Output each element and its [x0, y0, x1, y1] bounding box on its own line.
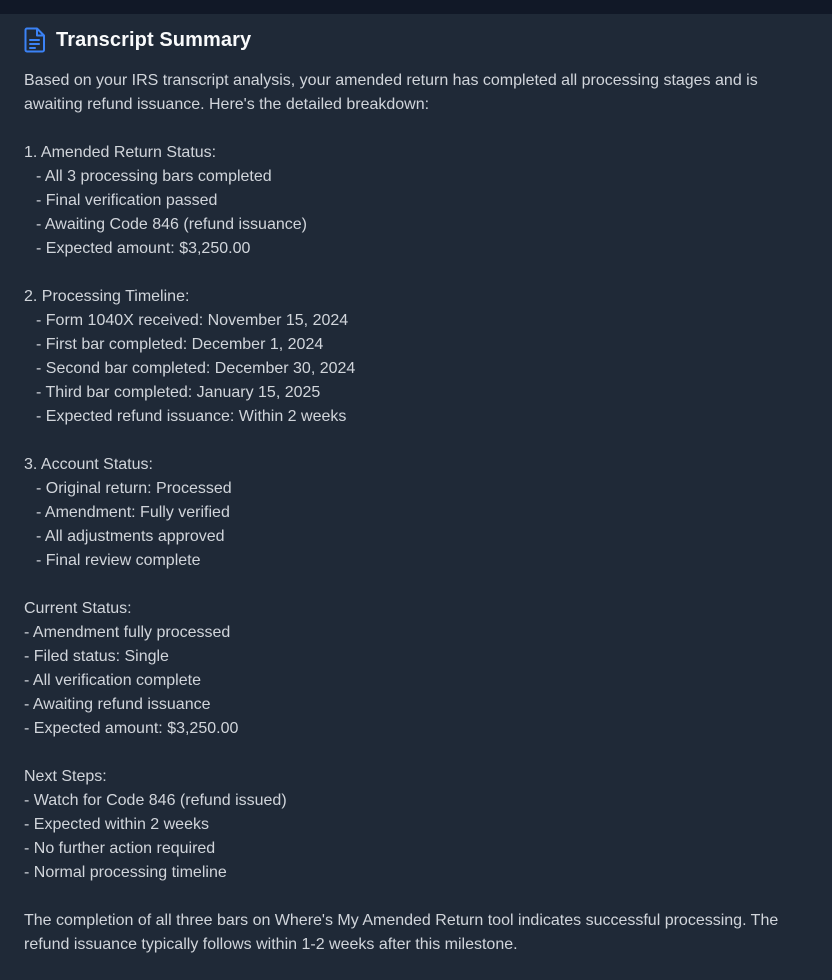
list-item: - Watch for Code 846 (refund issued)	[24, 792, 287, 809]
list-item: - First bar completed: December 1, 2024	[36, 336, 324, 353]
list-item: - All adjustments approved	[36, 528, 225, 545]
list-item: - All 3 processing bars completed	[36, 168, 272, 185]
conclusion-text: The completion of all three bars on Where's My Amended Return tool indicates successful processing. The refund issuance typically follows within 1-2 weeks after this milestone.	[24, 912, 779, 953]
summary-content	[24, 69, 814, 957]
list-item: - Normal processing timeline	[24, 864, 227, 881]
section-heading: Next Steps:	[24, 768, 107, 785]
list-item: - Amendment fully processed	[24, 624, 231, 641]
list-item: - Third bar completed: January 15, 2025	[36, 384, 321, 401]
section-next-steps	[24, 765, 814, 885]
intro-text: Based on your IRS transcript analysis, your amended return has completed all processing stages and is awaiting refund issuance. Here's the detailed breakdown:	[24, 72, 758, 113]
section-heading: 1. Amended Return Status:	[24, 144, 217, 161]
section-heading: Current Status:	[24, 600, 132, 617]
list-item: - Expected within 2 weeks	[24, 816, 209, 833]
list-item: - Expected amount: $3,250.00	[24, 720, 239, 737]
transcript-summary-card	[0, 14, 832, 980]
list-item: - Final verification passed	[36, 192, 218, 209]
list-item: - Amendment: Fully verified	[36, 504, 230, 521]
section-heading: 3. Account Status:	[24, 456, 153, 473]
list-item: - Expected refund issuance: Within 2 weeks	[36, 408, 347, 425]
section-account-status	[24, 453, 814, 573]
section-processing-timeline	[24, 285, 814, 429]
list-item: - Second bar completed: December 30, 2024	[36, 360, 356, 377]
document-icon	[24, 27, 46, 53]
list-item: - Awaiting Code 846 (refund issuance)	[36, 216, 307, 233]
list-item: - Final review complete	[36, 552, 201, 569]
list-item: - Expected amount: $3,250.00	[36, 240, 251, 257]
list-item: - All verification complete	[24, 672, 201, 689]
list-item: - Form 1040X received: November 15, 2024	[36, 312, 349, 329]
list-item: - Original return: Processed	[36, 480, 232, 497]
section-amended-return-status	[24, 141, 814, 261]
section-heading: 2. Processing Timeline:	[24, 288, 190, 305]
card-header	[24, 26, 251, 54]
list-item: - Filed status: Single	[24, 648, 169, 665]
section-current-status	[24, 597, 814, 741]
list-item: - No further action required	[24, 840, 216, 857]
top-bar	[0, 0, 832, 14]
card-title: Transcript Summary	[56, 28, 252, 51]
list-item: - Awaiting refund issuance	[24, 696, 211, 713]
